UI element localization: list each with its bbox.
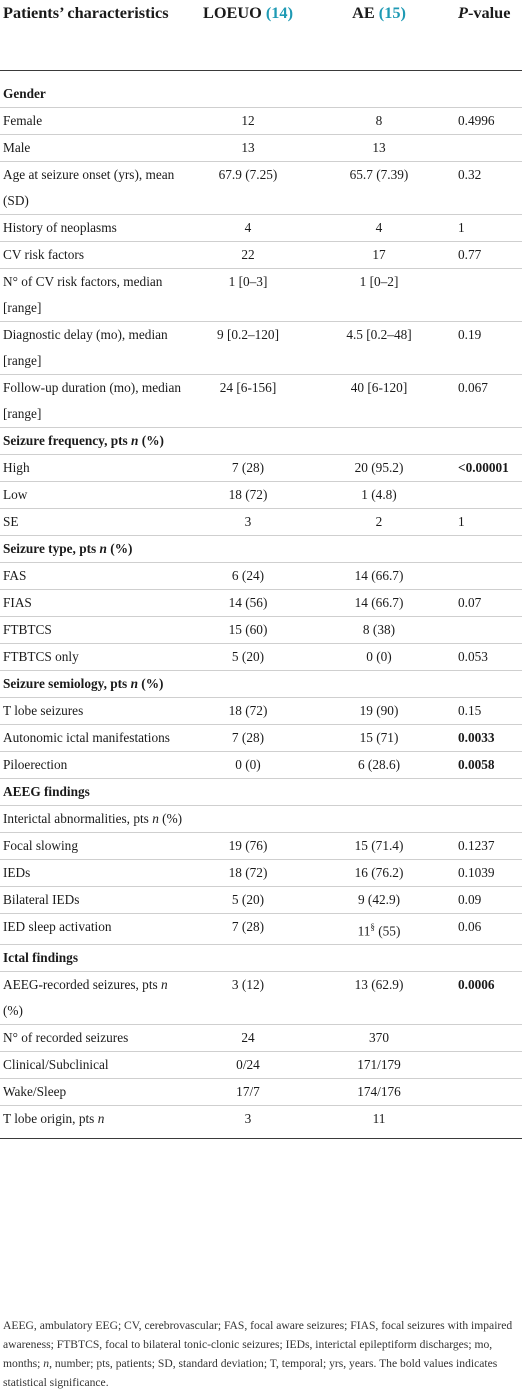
table-row (0, 162, 522, 215)
label-text: High (3, 460, 30, 475)
row-label (0, 698, 184, 725)
label-text: FTBTCS only (3, 649, 79, 664)
ae-cell (312, 1079, 446, 1106)
empty-cell (312, 945, 446, 972)
table-row (0, 455, 522, 482)
table-row (0, 509, 522, 536)
row-label (0, 617, 184, 644)
loeuo-cell: 1 [0–3] (184, 269, 312, 322)
section-row (0, 945, 522, 972)
label-text: Follow-up duration (mo), median [range] (3, 380, 182, 421)
row-label (0, 806, 184, 833)
table-row (0, 108, 522, 135)
ae-value: 6 (28.6) (357, 757, 401, 772)
header-ae (312, 0, 446, 71)
row-label (0, 887, 184, 914)
label-text: Seizure semiology, pts (3, 676, 131, 691)
label-tail: (%) (158, 811, 183, 826)
ae-value: 14 (66.7) (354, 568, 404, 583)
loeuo-cell: 13 (184, 135, 312, 162)
loeuo-cell: 24 (184, 1025, 312, 1052)
label-italic: n (131, 433, 139, 448)
ae-cell (312, 617, 446, 644)
label-text: IEDs (3, 865, 31, 880)
ae-cell (312, 590, 446, 617)
ae-value: 13 (62.9) (354, 977, 404, 993)
loeuo-cell: 18 (72) (184, 698, 312, 725)
label-text: Focal slowing (3, 838, 78, 853)
table-row (0, 725, 522, 752)
ae-value: 11 (357, 923, 371, 939)
loeuo-cell: 9 [0.2–120] (184, 322, 312, 375)
row-label (0, 215, 184, 242)
ae-cell (312, 509, 446, 536)
ae-value: 40 [6-120] (350, 380, 408, 395)
ae-value: 8 (375, 113, 383, 128)
ae-value: 17 (372, 247, 386, 262)
p-value-cell: 0.15 (446, 698, 522, 725)
loeuo-cell: 7 (28) (184, 914, 312, 945)
row-label (0, 752, 184, 779)
p-value-cell: 0.77 (446, 242, 522, 269)
ae-value: 15 (71) (359, 730, 399, 745)
empty-cell (184, 428, 312, 455)
p-value-cell (446, 482, 522, 509)
label-text: AEEG-recorded seizures, pts (3, 977, 162, 993)
empty-cell (312, 536, 446, 563)
ae-cell (312, 806, 446, 833)
ae-cell (312, 644, 446, 671)
header-ae-name: AE (352, 3, 375, 22)
label-text: Gender (3, 86, 46, 101)
table-row (0, 887, 522, 914)
table-body (0, 71, 522, 1139)
loeuo-cell: 67.9 (7.25) (184, 162, 312, 215)
ae-value: 15 (71.4) (354, 838, 404, 853)
label-text: FAS (3, 568, 27, 583)
p-value-cell: 0.0006 (446, 972, 522, 1025)
ae-value: 4 (375, 220, 383, 235)
ae-cell (312, 972, 446, 1025)
empty-cell (184, 945, 312, 972)
section-row (0, 671, 522, 698)
footnote-part: AEEG, ambulatory EEG; CV, cerebrovascular; FAS, focal aware seizures; FIAS, focal seizures with impaired awareness; FTBTCS, focal to bilateral tonic-clonic seizures; IEDs, interictal epileptiform discharges; mo, months; (3, 1319, 513, 1370)
table-row (0, 833, 522, 860)
ae-cell (312, 860, 446, 887)
header-characteristics: Patients’ characteristics (0, 0, 184, 71)
p-value-cell: 0.07 (446, 590, 522, 617)
p-value-cell: <0.00001 (446, 455, 522, 482)
label-tail: (%) (3, 1003, 23, 1019)
ae-value: 13 (372, 140, 386, 155)
row-label (0, 455, 184, 482)
label-text: IED sleep activation (3, 919, 112, 934)
row-label (0, 162, 184, 215)
p-value-cell: 0.1237 (446, 833, 522, 860)
row-label (0, 1025, 184, 1052)
section-row (0, 536, 522, 563)
p-value-cell (446, 1052, 522, 1079)
row-label (0, 833, 184, 860)
empty-cell (184, 671, 312, 698)
label-text: Low (3, 487, 28, 502)
ae-value: 174/176 (357, 1084, 401, 1100)
empty-cell (312, 428, 446, 455)
table-row (0, 215, 522, 242)
section-label (0, 671, 184, 698)
table-row (0, 322, 522, 375)
row-label (0, 725, 184, 752)
loeuo-cell: 5 (20) (184, 644, 312, 671)
p-value-cell: 0.32 (446, 162, 522, 215)
row-label (0, 972, 184, 1025)
loeuo-cell: 18 (72) (184, 860, 312, 887)
label-tail: (%) (137, 676, 164, 691)
row-label (0, 860, 184, 887)
p-value-cell (446, 1079, 522, 1106)
label-text: Autonomic ictal manifestations (3, 730, 170, 745)
table-row (0, 914, 522, 945)
label-text: N° of recorded seizures (3, 1030, 129, 1046)
table-row (0, 644, 522, 671)
p-value-cell (446, 617, 522, 644)
ae-cell (312, 455, 446, 482)
table-row (0, 269, 522, 322)
label-tail: (%) (106, 541, 133, 556)
table-row (0, 698, 522, 725)
header-row (0, 0, 522, 71)
label-text: T lobe seizures (3, 703, 84, 718)
ae-cell (312, 108, 446, 135)
ae-value: 20 (95.2) (354, 460, 404, 475)
ae-cell (312, 215, 446, 242)
p-value-cell: 0.4996 (446, 108, 522, 135)
loeuo-cell: 3 (12) (184, 972, 312, 1025)
table-row (0, 482, 522, 509)
table-row (0, 1079, 522, 1106)
header-p-suffix: -value (467, 3, 511, 22)
section-row (0, 428, 522, 455)
ae-cell (312, 1106, 446, 1139)
loeuo-cell: 4 (184, 215, 312, 242)
ae-cell (312, 242, 446, 269)
table-row (0, 752, 522, 779)
table-footnote (3, 1316, 521, 1392)
table-row (0, 135, 522, 162)
row-label (0, 1079, 184, 1106)
ae-value: 16 (76.2) (354, 865, 404, 880)
ae-cell (312, 322, 446, 375)
loeuo-cell: 0 (0) (184, 752, 312, 779)
ae-tail: (55) (374, 923, 401, 939)
row-label (0, 108, 184, 135)
empty-cell (446, 71, 522, 108)
ae-value: 1 [0–2] (359, 274, 399, 289)
label-text: Clinical/Subclinical (3, 1057, 109, 1073)
empty-cell (312, 779, 446, 806)
label-italic: n (97, 1111, 105, 1127)
row-label (0, 1106, 184, 1139)
empty-cell (312, 671, 446, 698)
row-label (0, 242, 184, 269)
header-loeuo-name: LOEUO (202, 3, 262, 22)
table-row (0, 1106, 522, 1139)
ae-value: 14 (66.7) (354, 595, 404, 610)
ae-value: 9 (42.9) (357, 892, 401, 907)
label-text: T lobe origin, pts (3, 1111, 98, 1127)
label-text: FTBTCS (3, 622, 52, 637)
ae-value: 1 (4.8) (361, 487, 397, 502)
section-sign-note: § (370, 922, 375, 932)
empty-cell (446, 428, 522, 455)
row-label (0, 563, 184, 590)
empty-cell (446, 945, 522, 972)
label-text: Wake/Sleep (3, 1084, 67, 1100)
label-text: FIAS (3, 595, 32, 610)
ae-value: 65.7 (7.39) (349, 167, 409, 182)
ae-value: 2 (375, 514, 383, 529)
label-text: Age at seizure onset (yrs), mean (SD) (3, 167, 175, 208)
table-row (0, 860, 522, 887)
label-italic: n (152, 811, 159, 826)
ae-value: 19 (90) (359, 703, 399, 718)
p-value-cell: 0.1039 (446, 860, 522, 887)
ae-value: 11 (372, 1111, 386, 1127)
row-label (0, 509, 184, 536)
empty-cell (184, 536, 312, 563)
row-label (0, 1052, 184, 1079)
table-row (0, 590, 522, 617)
ae-cell (312, 887, 446, 914)
header-loeuo-count[interactable]: (14) (265, 3, 293, 22)
row-label (0, 135, 184, 162)
ae-cell (312, 725, 446, 752)
row-label (0, 644, 184, 671)
label-text: Piloerection (3, 757, 68, 772)
label-italic: n (130, 676, 138, 691)
label-tail: (%) (138, 433, 164, 448)
ae-value: 8 (38) (362, 622, 396, 637)
table-row (0, 242, 522, 269)
label-italic: n (99, 541, 107, 556)
table-row (0, 1025, 522, 1052)
ae-cell (312, 1025, 446, 1052)
table-row (0, 1052, 522, 1079)
loeuo-cell: 24 [6-156] (184, 375, 312, 428)
ae-cell (312, 269, 446, 322)
p-value-cell: 0.06 (446, 914, 522, 945)
empty-cell (446, 536, 522, 563)
loeuo-cell: 19 (76) (184, 833, 312, 860)
table-row (0, 972, 522, 1025)
p-value-cell: 0.09 (446, 887, 522, 914)
loeuo-cell: 6 (24) (184, 563, 312, 590)
table-row (0, 563, 522, 590)
row-label (0, 914, 184, 945)
ae-value: 171/179 (357, 1057, 401, 1073)
label-text: Bilateral IEDs (3, 892, 80, 907)
label-text: Female (3, 113, 43, 128)
table-row (0, 617, 522, 644)
loeuo-cell: 15 (60) (184, 617, 312, 644)
footnote-part: , number; pts, patients; SD, standard deviation; T, temporal; yrs, years. The bold values indicates statistical significance. (3, 1357, 498, 1389)
p-value-cell: 0.0058 (446, 752, 522, 779)
ae-cell (312, 914, 446, 945)
footnote-part: n (43, 1357, 50, 1370)
p-value-cell: 0.0033 (446, 725, 522, 752)
loeuo-cell: 0/24 (184, 1052, 312, 1079)
empty-cell (446, 671, 522, 698)
header-p-value (446, 0, 522, 71)
p-value-cell (446, 135, 522, 162)
ae-cell (312, 162, 446, 215)
row-label (0, 482, 184, 509)
row-label (0, 269, 184, 322)
section-row (0, 71, 522, 108)
header-ae-count[interactable]: (15) (378, 3, 406, 22)
label-text: Seizure type, pts (3, 541, 100, 556)
label-text: N° of CV risk factors, median [range] (3, 274, 163, 315)
loeuo-cell: 17/7 (184, 1079, 312, 1106)
empty-cell (184, 71, 312, 108)
header-loeuo (184, 0, 312, 71)
loeuo-cell: 22 (184, 242, 312, 269)
label-text: History of neoplasms (3, 220, 117, 235)
p-value-cell (446, 1025, 522, 1052)
label-text: Male (3, 140, 31, 155)
p-value-cell: 1 (446, 509, 522, 536)
empty-cell (184, 779, 312, 806)
empty-cell (446, 779, 522, 806)
header-p-letter: P (458, 3, 468, 22)
ae-cell (312, 752, 446, 779)
label-text: AEEG findings (3, 784, 90, 799)
section-row (0, 779, 522, 806)
p-value-cell: 0.19 (446, 322, 522, 375)
loeuo-cell: 3 (184, 1106, 312, 1139)
loeuo-cell: 7 (28) (184, 725, 312, 752)
empty-cell (312, 71, 446, 108)
loeuo-cell: 18 (72) (184, 482, 312, 509)
p-value-cell (446, 269, 522, 322)
section-label (0, 779, 184, 806)
ae-cell (312, 375, 446, 428)
section-label (0, 428, 184, 455)
label-text: CV risk factors (3, 247, 85, 262)
p-value-cell (446, 563, 522, 590)
ae-cell (312, 833, 446, 860)
label-text: Seizure frequency, pts (3, 433, 132, 448)
ae-cell (312, 1052, 446, 1079)
loeuo-cell: 3 (184, 509, 312, 536)
loeuo-cell: 5 (20) (184, 887, 312, 914)
table-row (0, 806, 522, 833)
ae-value: 4.5 [0.2–48] (346, 327, 412, 342)
p-value-cell: 0.067 (446, 375, 522, 428)
label-text: SE (3, 514, 19, 529)
ae-value: 370 (369, 1030, 389, 1046)
p-value-cell: 1 (446, 215, 522, 242)
label-text: Diagnostic delay (mo), median [range] (3, 327, 168, 368)
label-text: Ictal findings (3, 950, 78, 966)
row-label (0, 590, 184, 617)
row-label (0, 322, 184, 375)
loeuo-cell: 12 (184, 108, 312, 135)
loeuo-cell: 7 (28) (184, 455, 312, 482)
ae-cell (312, 135, 446, 162)
table-row (0, 375, 522, 428)
section-label (0, 536, 184, 563)
label-italic: n (161, 977, 168, 993)
section-label (0, 945, 184, 972)
p-value-cell: 0.053 (446, 644, 522, 671)
ae-value: 0 (0) (366, 649, 392, 664)
ae-cell (312, 698, 446, 725)
ae-cell (312, 563, 446, 590)
section-label (0, 71, 184, 108)
loeuo-cell: 14 (56) (184, 590, 312, 617)
loeuo-cell (184, 806, 312, 833)
row-label (0, 375, 184, 428)
p-value-cell (446, 1106, 522, 1139)
ae-cell (312, 482, 446, 509)
label-text: Interictal abnormalities, pts (3, 811, 153, 826)
p-value-cell (446, 806, 522, 833)
